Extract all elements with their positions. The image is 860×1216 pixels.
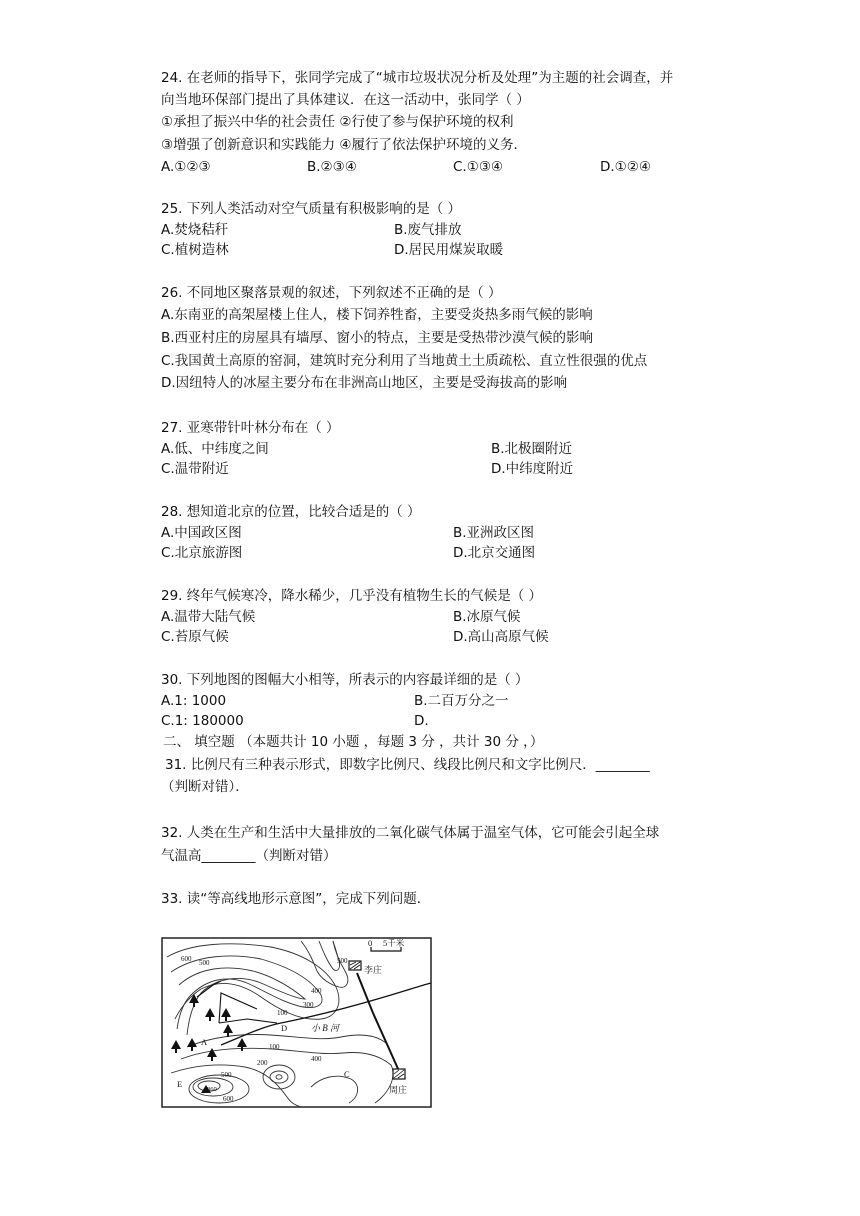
contour-label: 500 [221,1071,232,1079]
q29-stem: 29. 终年气候寒冷，降水稀少，几乎没有植物生长的气候是（ ） [161,588,543,604]
q26-option-a: A.东南亚的高架屋楼上住人，楼下饲养牲畜，主要受炎热多雨气候的影响 [161,307,593,323]
q29-option-c: C.苔原气候 [161,629,229,645]
q24-option-a: A.①②③ [161,159,211,175]
q28-option-d: D.北京交通图 [453,545,536,561]
village-label-zhouzhuang: 周庄 [389,1085,408,1095]
q27-option-c: C.温带附近 [161,461,229,477]
q28-option-a: A.中国政区图 [161,525,242,541]
q27-option-a: A.低、中纬度之间 [161,441,269,457]
q31-line2: （判断对错）． [161,779,249,795]
q30-stem: 30. 下列地图的图幅大小相等，所表示的内容最详细的是（ ） [161,672,529,688]
point-label-d: D [281,1023,288,1033]
q24-option-c: C.①③④ [453,159,504,175]
q32-line1: 32. 人类在生产和生活中大量排放的二氧化碳气体属于温室气体，它可能会引起全球 [161,825,660,841]
contour-label: 100 [269,1043,280,1051]
q32-line2: 气温高________（判断对错） [161,848,337,864]
q27-option-b: B.北极圈附近 [491,441,573,457]
q29-option-a: A.温带大陆气候 [161,609,256,625]
q30-option-c: C.1: 180000 [161,713,244,729]
contour-label: 200 [257,1059,268,1067]
q33-stem: 33. 读“等高线地形示意图”，完成下列问题． [161,891,431,907]
q24-option-b: B.②③④ [307,159,357,175]
contour-label: 600 [181,955,192,963]
contour-label: 400 [311,1055,322,1063]
q25-stem: 25. 下列人类活动对空气质量有积极影响的是（ ） [161,201,462,217]
contour-label: 600 [223,1095,234,1103]
contour-label: 100 [277,1009,288,1017]
scale-label-0: 0 [368,938,373,948]
q24-item-line2: ③增强了创新意识和实践能力 ④履行了依法保护环境的义务． [161,137,527,153]
q26-option-d: D.因纽特人的冰屋主要分布在非洲高山地区，主要是受海拔高的影响 [161,375,568,391]
point-label-c: C [344,1069,350,1079]
contour-label: 500 [199,959,210,967]
q25-option-a: A.焚烧秸秆 [161,222,229,238]
q25-option-d: D.居民用煤炭取暖 [394,242,504,258]
contour-map [161,937,432,1108]
q30-option-d: D. [414,713,429,729]
q27-stem: 27. 亚寒带针叶林分布在（ ） [161,420,340,436]
contour-label: 300 [303,1001,314,1009]
q26-option-b: B.西亚村庄的房屋具有墙厚、窗小的特点，主要是受热带沙漠气候的影响 [161,330,594,346]
contour-label: 860 [207,1086,217,1093]
q25-option-b: B.废气排放 [394,222,462,238]
q24-stem-line2: 向当地环保部门提出了具体建议．在这一活动中，张同学（ ） [161,92,530,108]
q30-option-b: B.二百万分之一 [414,693,509,709]
contour-label: 400 [311,987,322,995]
river-label: 小 B 河 [311,1023,339,1033]
q24-option-d: D.①②④ [600,159,651,175]
q29-option-b: B.冰原气候 [453,609,521,625]
q31-line1: 31. 比例尺有三种表示形式，即数字比例尺、线段比例尺和文字比例尺．________ [165,757,650,773]
q27-option-d: D.中纬度附近 [491,461,574,477]
point-label-e: E [177,1079,183,1089]
village-label-lizhuang: 李庄 [364,965,383,975]
q26-option-c: C.我国黄土高原的窑洞，建筑时充分利用了当地黄土土质疏松、直立性很强的优点 [161,353,648,369]
contour-label: 500 [337,957,348,965]
point-label-a: A [201,1037,208,1047]
q25-option-c: C.植树造林 [161,242,229,258]
q29-option-d: D.高山高原气候 [453,629,549,645]
q28-option-b: B.亚洲政区图 [453,525,535,541]
section-heading-fill-in: 二、 填空题 （本题共计 10 小题 ，每题 3 分 ，共计 30 分 ，） [163,734,544,750]
q28-option-c: C.北京旅游图 [161,545,243,561]
scale-label-5km: 5千米 [383,938,405,948]
q24-item-line1: ①承担了振兴中华的社会责任 ②行使了参与保护环境的权利 [161,114,514,130]
q30-option-a: A.1: 1000 [161,693,227,709]
q26-stem: 26. 不同地区聚落景观的叙述，下列叙述不正确的是（ ） [161,285,502,301]
q24-stem-line1: 24. 在老师的指导下，张同学完成了“城市垃圾状况分析及处理”为主题的社会调查，并 [161,70,674,86]
q28-stem: 28. 想知道北京的位置，比较合适是的（ ） [161,504,421,520]
